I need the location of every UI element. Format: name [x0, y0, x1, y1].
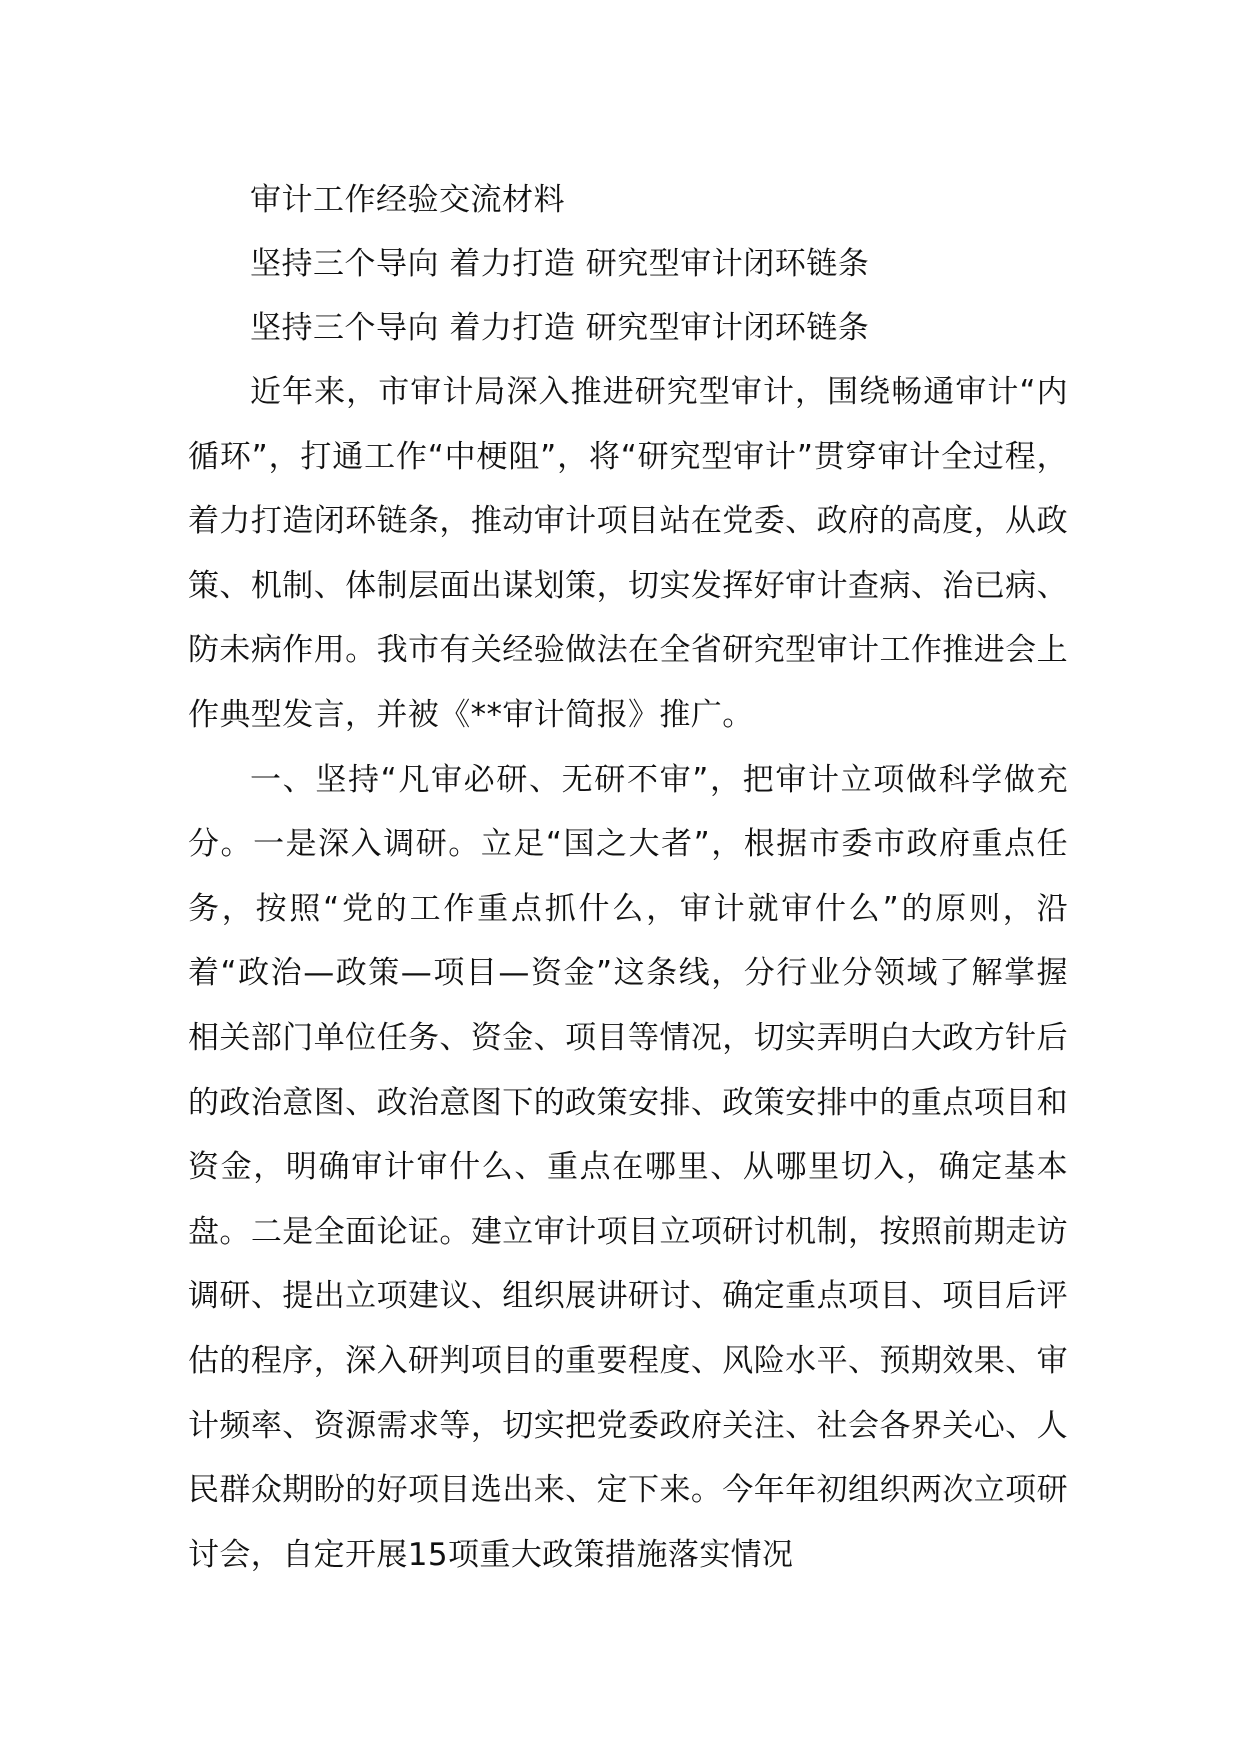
document-subtitle: 坚持三个导向 着力打造 研究型审计闭环链条: [250, 246, 870, 282]
document-title: 审计工作经验交流材料: [250, 182, 565, 218]
document-subtitle-repeat: 坚持三个导向 着力打造 研究型审计闭环链条: [250, 310, 870, 346]
body-paragraph-intro: 近年来，市审计局深入推进研究型审计，围绕畅通审计“内循环”，打通工作“中梗阻”，将“研究型审计”贯穿审计全过程，着力打造闭环链条，推动审计项目站在党委、政府的高度，从政策、机制、体制层面出谋划策，切实发挥好审计查病、治已病、防未病作用。我市有关经验做法在全省研究型审计工作推进会上作典型发言，并被《**审计简报》推广。: [188, 374, 1068, 733]
body-paragraph-section-1: 一、坚持“凡审必研、无研不审”，把审计立项做科学做充分。一是深入调研。立足“国之大者”，根据市委市政府重点任务，按照“党的工作重点抓什么，审计就审什么”的原则，沿着“政治—政策—项目—资金”这条线，分行业分领域了解掌握相关部门单位任务、资金、项目等情况，切实弄明白大政方针后的政治意图、政治意图下的政策安排、政策安排中的重点项目和资金，明确审计审什么、重点在哪里、从哪里切入，确定基本盘。二是全面论证。建立审计项目立项研讨机制，按照前期走访调研、提出立项建议、组织展讲研讨、确定重点项目、项目后评估的程序，深入研判项目的重要程度、风险水平、预期效果、审计频率、资源需求等，切实把党委政府关注、社会各界关心、人民群众期盼的好项目选出来、定下来。今年年初组织两次立项研讨会，自定开展15项重大政策措施落实情况: [188, 761, 1068, 1573]
document-page: [188, 168, 1068, 1587]
